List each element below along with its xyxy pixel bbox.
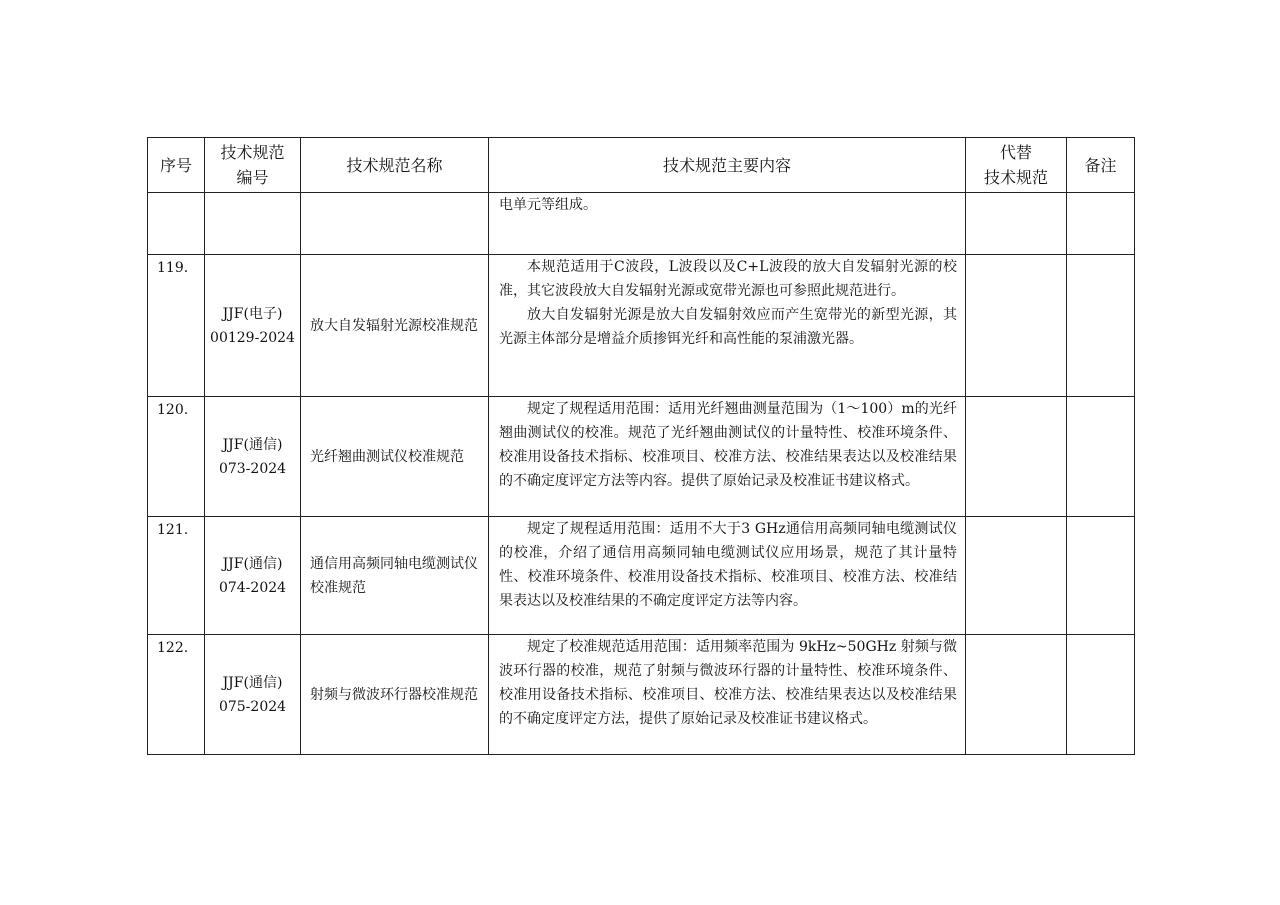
row-code [205, 397, 301, 517]
row-seq: 119. [148, 255, 205, 397]
row-code-line1: JJF(通信) [222, 674, 283, 691]
table-row [148, 517, 1135, 635]
row-note [1067, 397, 1135, 517]
row-code [205, 517, 301, 635]
row-code [205, 255, 301, 397]
header-code-line1: 技术规范 [220, 143, 285, 162]
header-replace [966, 138, 1067, 193]
header-note: 备注 [1067, 138, 1135, 193]
row-note [1067, 517, 1135, 635]
row-code-line1: JJF(通信) [222, 436, 283, 453]
row-seq: 120. [148, 397, 205, 517]
header-name: 技术规范名称 [301, 138, 489, 193]
row-content [489, 517, 966, 635]
header-replace-line1: 代替 [999, 143, 1032, 162]
row-replace [966, 255, 1067, 397]
table-row [148, 255, 1135, 397]
row-content [489, 255, 966, 397]
row-code-line2: 073-2024 [218, 460, 287, 477]
row-content [489, 635, 966, 755]
row-note [1067, 255, 1135, 397]
header-seq: 序号 [148, 138, 205, 193]
row-content-p1: 规定了校准规范适用范围：适用频率范围为 9kHz~50GHz 射频与微波环行器的校准，规范了射频与微波环行器的计量特性、校准环境条件、校准用设备技术指标、校准项目、校准方法、校准结果表达以及校准结果的不确定度评定方法，提供了原始记录及校准证书建议格式。 [499, 639, 957, 727]
row-content-p1: 规定了规程适用范围：适用不大于3 GHz通信用高频同轴电缆测试仪的校准，介绍了通信用高频同轴电缆测试仪应用场景，规范了其计量特性、校准环境条件、校准用设备技术指标、校准项目、校准方法、校准结果表达以及校准结果的不确定度评定方法等内容。 [499, 521, 957, 609]
row-code-line1: JJF(通信) [222, 555, 283, 572]
row-replace [966, 397, 1067, 517]
row-content-p1: 规定了规程适用范围：适用光纤翘曲测量范围为（1～100）m的光纤翘曲测试仪的校准。规范了光纤翘曲测试仪的计量特性、校准环境条件、校准用设备技术指标、校准项目、校准方法、校准结果表达以及校准结果的不确定度评定方法等内容。提供了原始记录及校准证书建议格式。 [499, 401, 957, 489]
row-replace [966, 517, 1067, 635]
row-name: 放大自发辐射光源校准规范 [301, 255, 489, 397]
row-code-line2: 075-2024 [218, 698, 287, 715]
row-code-line2: 074-2024 [218, 579, 287, 596]
row-content-p1: 本规范适用于C波段，L波段以及C+L波段的放大自发辐射光源的校准，其它波段放大自发辐射光源或宽带光源也可参照此规范进行。 [499, 259, 957, 299]
header-content: 技术规范主要内容 [489, 138, 966, 193]
table-row [148, 635, 1135, 755]
row-content-p2: 放大自发辐射光源是放大自发辐射效应而产生宽带光的新型光源，其光源主体部分是增益介质掺铒光纤和高性能的泵浦激光器。 [499, 307, 957, 347]
row-name: 射频与微波环行器校准规范 [301, 635, 489, 755]
row-code-line2: 00129-2024 [210, 329, 295, 346]
row-name: 光纤翘曲测试仪校准规范 [301, 397, 489, 517]
row-name: 通信用高频同轴电缆测试仪校准规范 [301, 517, 489, 635]
row-code [205, 635, 301, 755]
header-code [205, 138, 301, 193]
row-replace [966, 635, 1067, 755]
header-code-line2: 编号 [236, 168, 269, 187]
row-code-line1: JJF(电子) [222, 305, 283, 322]
header-replace-line2: 技术规范 [983, 168, 1048, 187]
continuation-content: 电单元等组成。 [489, 193, 966, 255]
continuation-row [148, 193, 1135, 255]
table-row [148, 397, 1135, 517]
row-seq: 122. [148, 635, 205, 755]
row-note [1067, 635, 1135, 755]
spec-table [147, 137, 1135, 755]
row-content [489, 397, 966, 517]
row-seq: 121. [148, 517, 205, 635]
header-row [148, 138, 1135, 193]
